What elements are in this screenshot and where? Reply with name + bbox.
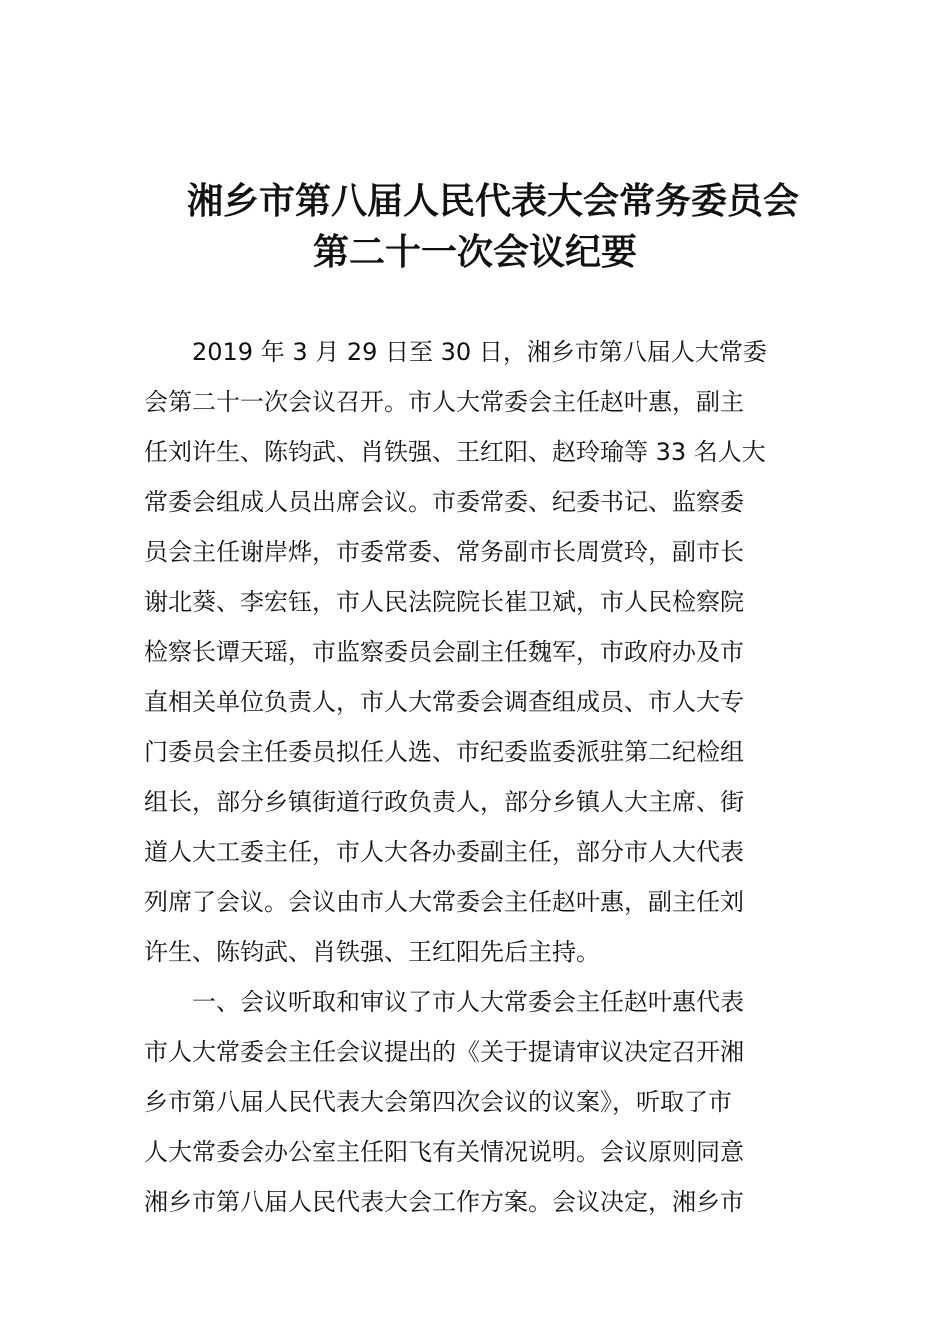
paragraph-line: 乡市第八届人民代表大会第四次会议的议案》，听取了市 bbox=[144, 1088, 732, 1116]
paragraph-line: 人大常委会办公室主任阳飞有关情况说明。会议原则同意 bbox=[144, 1138, 744, 1166]
paragraph-line: 会第二十一次会议召开。市人大常委会主任赵叶惠，副主 bbox=[144, 388, 744, 416]
paragraph-line: 任刘许生、陈钧武、肖铁强、王红阳、赵玲瑜等 33 名人大 bbox=[144, 438, 766, 466]
paragraph-line: 市人大常委会主任会议提出的《关于提请审议决定召开湘 bbox=[144, 1038, 744, 1066]
paragraph-line: 常委会组成人员出席会议。市委常委、纪委书记、监察委 bbox=[144, 488, 744, 516]
paragraph-line: 道人大工委主任，市人大各办委副主任，部分市人大代表 bbox=[144, 838, 744, 866]
paragraph-1 bbox=[144, 327, 808, 977]
document-title-line-1: 湘乡市第八届人民代表大会常务委员会 bbox=[186, 181, 799, 222]
paragraph-2 bbox=[144, 977, 808, 1227]
paragraph-line: 列席了会议。会议由市人大常委会主任赵叶惠，副主任刘 bbox=[144, 888, 744, 916]
document-title-line-2: 第二十一次会议纪要 bbox=[312, 232, 637, 273]
paragraph-line: 员会主任谢岸烨，市委常委、常务副市长周赏玲，副市长 bbox=[144, 538, 744, 566]
paragraph-line: 门委员会主任委员拟任人选、市纪委监委派驻第二纪检组 bbox=[144, 738, 744, 766]
paragraph-line: 一、会议听取和审议了市人大常委会主任赵叶惠代表 bbox=[192, 988, 744, 1016]
paragraph-line: 组长，部分乡镇街道行政负责人，部分乡镇人大主席、街 bbox=[144, 788, 744, 816]
paragraph-line: 2019 年 3 月 29 日至 30 日，湘乡市第八届人大常委 bbox=[192, 338, 767, 366]
paragraph-line: 湘乡市第八届人民代表大会工作方案。会议决定，湘乡市 bbox=[144, 1188, 744, 1216]
paragraph-line: 直相关单位负责人，市人大常委会调查组成员、市人大专 bbox=[144, 688, 744, 716]
paragraph-line: 许生、陈钧武、肖铁强、王红阳先后主持。 bbox=[144, 938, 600, 966]
paragraph-line: 谢北葵、李宏钰，市人民法院院长崔卫斌，市人民检察院 bbox=[144, 588, 744, 616]
paragraph-line: 检察长谭天瑶，市监察委员会副主任魏军，市政府办及市 bbox=[144, 638, 744, 666]
